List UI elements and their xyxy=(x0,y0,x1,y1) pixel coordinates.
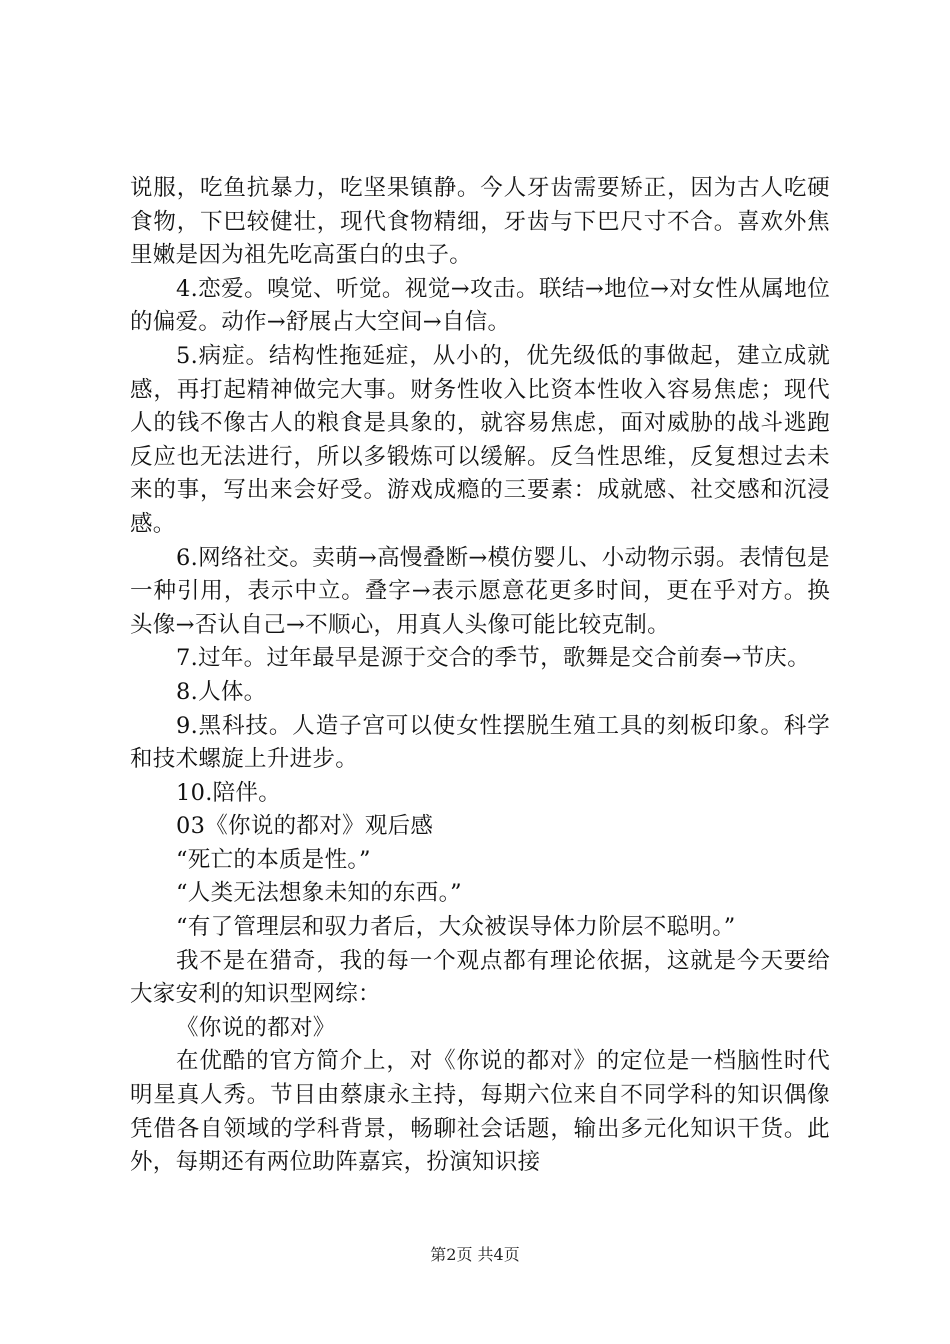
section-heading: 03《你说的都对》观后感 xyxy=(176,813,434,840)
quote: “人类无法想象未知的东西。” xyxy=(176,880,462,907)
page-number-footer: 第2页 共4页 xyxy=(430,1245,520,1264)
paragraph: 4.恋爱。嗅觉、听觉。视觉→攻击。联结→地位→对女性从属地位的偏爱。动作→舒展占大空间→自信。 xyxy=(130,275,830,336)
quote: “死亡的本质是性。” xyxy=(176,846,371,873)
paragraph: 9.黑科技。人造子宫可以使女性摆脱生殖工具的刻板印象。科学和技术螺旋上升进步。 xyxy=(130,712,830,773)
paragraph: 10.陪伴。 xyxy=(176,779,282,806)
paragraph: 7.过年。过年最早是源于交合的季节，歌舞是交合前奏→节庆。 xyxy=(176,645,811,672)
document-body xyxy=(130,172,830,1180)
paragraph: 6.网络社交。卖萌→高慢叠断→模仿婴儿、小动物示弱。表情包是一种引用，表示中立。叠字→表示愿意花更多时间，更在乎对方。换头像→否认自己→不顺心，用真人头像可能比较克制。 xyxy=(130,544,830,638)
quote: “有了管理层和驭力者后，大众被误导体力阶层不聪明。” xyxy=(176,914,736,941)
paragraph: 在优酷的官方简介上，对《你说的都对》的定位是一档脑性时代明星真人秀。节目由蔡康永主持，每期六位来自不同学科的知识偶像凭借各自领域的学科背景，畅聊社会话题，输出多元化知识干货。此外，每期还有两位助阵嘉宾，扮演知识接 xyxy=(130,1048,830,1176)
paragraph: 8.人体。 xyxy=(176,678,267,705)
show-title: 《你说的都对》 xyxy=(176,1014,336,1041)
paragraph: 说服，吃鱼抗暴力，吃坚果镇静。今人牙齿需要矫正，因为古人吃硬食物，下巴较健壮，现代食物精细，牙齿与下巴尺寸不合。喜欢外焦里嫩是因为祖先吃高蛋白的虫子。 xyxy=(130,175,830,269)
paragraph: 我不是在猎奇，我的每一个观点都有理论依据，这就是今天要给大家安利的知识型网综： xyxy=(130,947,830,1008)
paragraph: 5.病症。结构性拖延症，从小的，优先级低的事做起，建立成就感，再打起精神做完大事。财务性收入比资本性收入容易焦虑；现代人的钱不像古人的粮食是具象的，就容易焦虑，面对威胁的战斗逃跑反应也无法进行，所以多锻炼可以缓解。反刍性思维，反复想过去未来的事，写出来会好受。游戏成瘾的三要素：成就感、社交感和沉浸感。 xyxy=(130,342,830,537)
